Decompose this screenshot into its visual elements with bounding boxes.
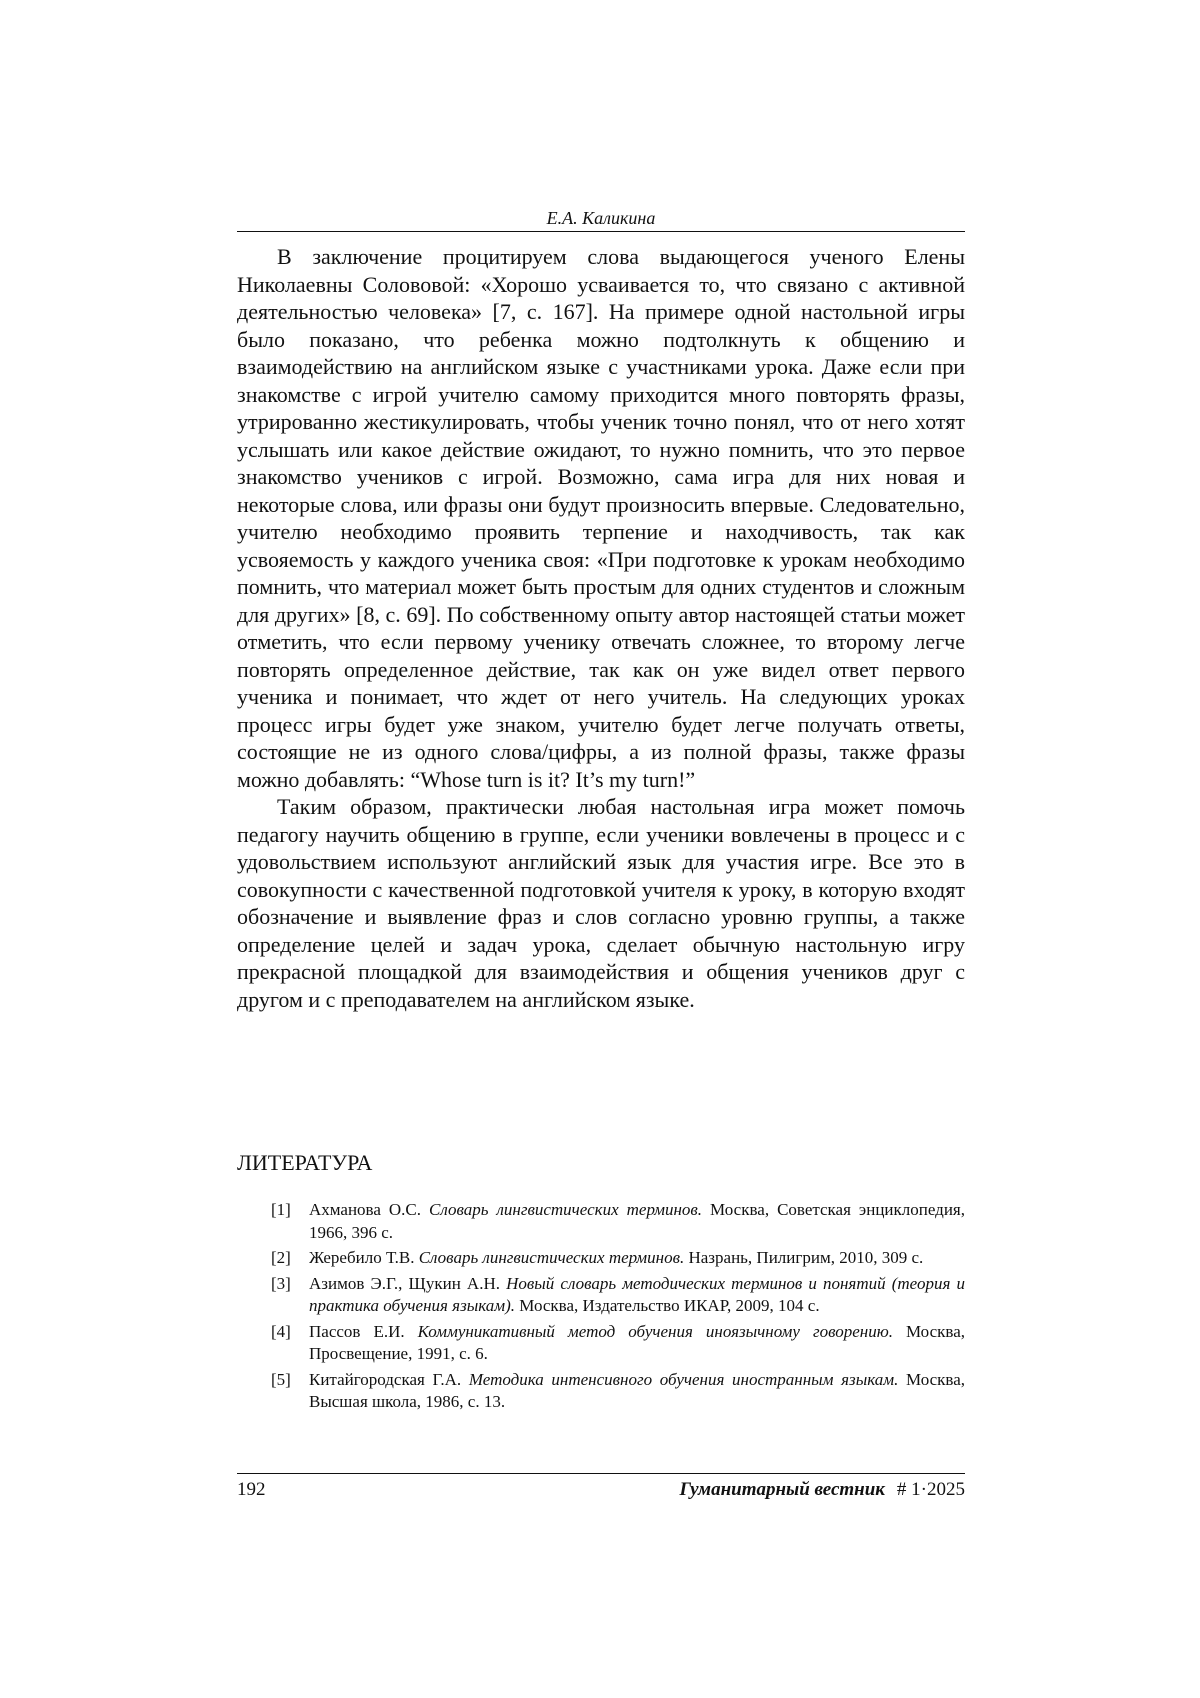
reference-item xyxy=(271,1369,965,1414)
reference-title: Методика интенсивного обучения иностранным языкам. xyxy=(468,1369,899,1389)
reference-title: Коммуникативный метод обучения иноязычному говорению. xyxy=(417,1321,893,1341)
reference-item xyxy=(271,1321,965,1366)
paragraph: Таким образом, практически любая настольная игра может помочь педагогу научить общению в группе, если ученики вовлечены в процесс и с удовольствием используют английский язык для участия игре. Все это в совокупности с качественной подготовкой учителя к уроку, в которую входят обозначение и выявление фраз и слов согласно уровню группы, а также определение целей и задач урока, сделает обычную настольную игру прекрасной площадкой для взаимодействия и общения учеников друг с другом и с преподавателем на английском языке. xyxy=(237,794,965,1012)
reference-title: Словарь лингвистических терминов. xyxy=(429,1200,703,1219)
page-number: 192 xyxy=(237,1479,266,1500)
reference-author: Жеребило Т.В. xyxy=(309,1248,415,1267)
reference-title: Словарь лингвистических терминов. xyxy=(418,1248,685,1267)
reference-title: Новый словарь методических терминов и понятий (теория и практика обучения языкам). xyxy=(309,1273,966,1315)
journal-info xyxy=(679,1478,965,1502)
running-header-author: Е.А. Каликина xyxy=(546,208,656,228)
reference-publisher: Москва, Советская энциклопедия, 1966, 396 с. xyxy=(309,1200,965,1242)
article-body xyxy=(237,243,965,1013)
references-title: ЛИТЕРАТУРА xyxy=(237,1150,373,1175)
reference-item xyxy=(271,1247,965,1270)
references-list xyxy=(271,1199,965,1417)
reference-number: [2] xyxy=(271,1248,291,1267)
reference-item xyxy=(271,1199,965,1244)
paragraph: В заключение процитируем слова выдающегося ученого Елены Николаевны Солововой: «Хорошо усваивается то, что связано с активной деятельностью человека» [7, с. 167]. На примере одной настольной игры было показано, что ребенка можно подтолкнуть к общению и взаимодействию на английском языке с участниками урока. Даже если при знакомстве с игрой учителю самому приходится много повторять фразы, утрированно жестикулировать, чтобы ученик точно понял, что от него хотят услышать или какое действие ожидают, то нужно помнить, что это первое знакомство учеников с игрой. Возможно, сама игра для них новая и некоторые слова, или фразы они будут произносить впервые. Следовательно, учителю необходимо проявить терпение и находчивость, так как усвояемость у каждого ученика своя: «При подготовке к урокам необходимо помнить, что материал может быть простым для одних студентов и сложным для других» [8, с. 69]. По собственному опыту автор настоящей статьи может отметить, что если первому ученику отвечать сложнее, то второму легче повторять определенное действие, так как он уже видел ответ первого ученика и понимает, что ждет от него учитель. На следующих уроках процесс игры будет уже знаком, учителю будет легче получать ответы, состоящие не из одного слова/цифры, а из полной фразы, также фразы можно добавлять: “Whose turn is it? It’s my turn!” xyxy=(237,244,965,792)
reference-publisher: Назрань, Пилигрим, 2010, 309 с. xyxy=(688,1248,924,1267)
header-rule xyxy=(237,231,965,232)
footer-rule xyxy=(237,1473,965,1474)
reference-author: Пассов Е.И. xyxy=(309,1321,405,1341)
reference-item xyxy=(271,1273,965,1318)
reference-author: Ахманова О.С. xyxy=(309,1200,422,1219)
journal-issue: # 1·2025 xyxy=(896,1479,965,1500)
reference-author: Китайгородская Г.А. xyxy=(309,1369,462,1389)
reference-number: [1] xyxy=(271,1200,291,1219)
reference-number: [4] xyxy=(271,1321,291,1341)
reference-author: Азимов Э.Г., Щукин А.Н. xyxy=(309,1273,500,1293)
reference-number: [5] xyxy=(271,1369,291,1389)
reference-number: [3] xyxy=(271,1273,291,1293)
journal-name: Гуманитарный вестник xyxy=(679,1479,885,1500)
reference-publisher: Москва, Высшая школа, 1986, с. 13. xyxy=(309,1369,966,1411)
reference-publisher: Москва, Издательство ИКАР, 2009, 104 с. xyxy=(519,1296,820,1315)
reference-publisher: Москва, Просвещение, 1991, с. 6. xyxy=(309,1321,966,1363)
